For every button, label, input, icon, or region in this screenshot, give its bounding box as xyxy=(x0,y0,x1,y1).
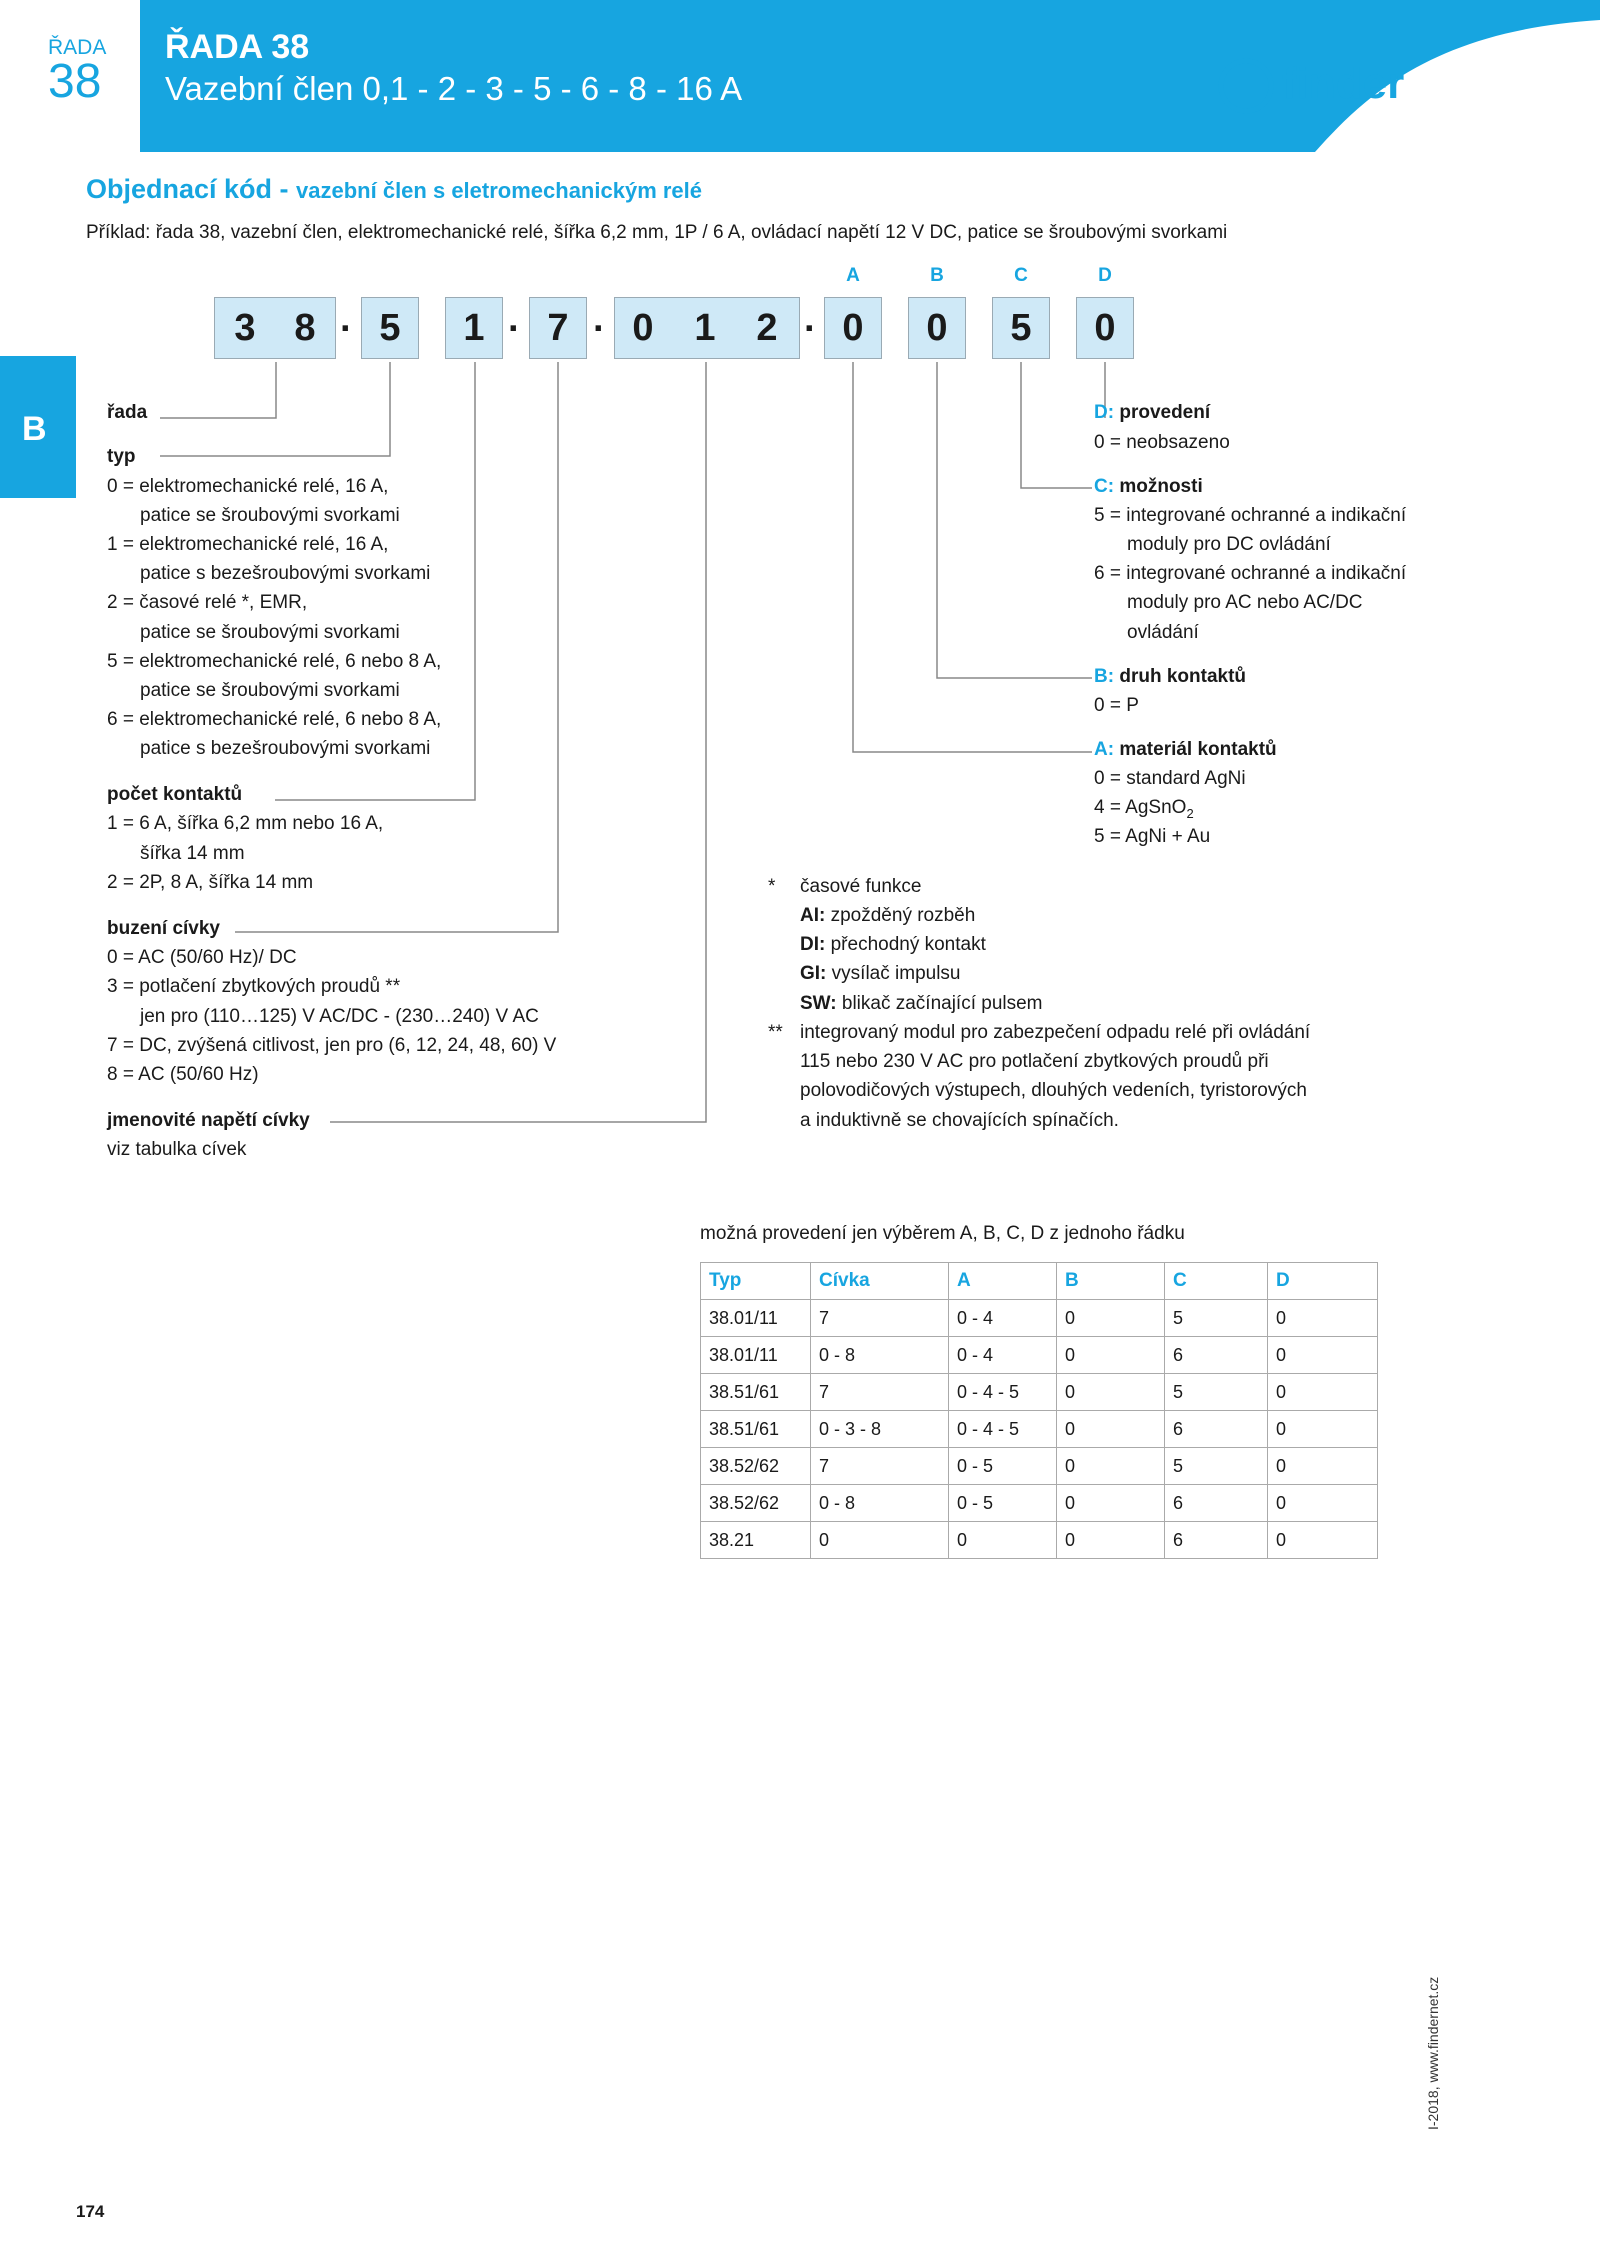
key-c: C: xyxy=(1094,476,1115,497)
table-cell: 38.21 xyxy=(701,1522,811,1559)
table-cell: 0 xyxy=(1268,1522,1378,1559)
note-dstar-line: integrovaný modul pro zabezpečení odpadu relé při ovládání xyxy=(800,1022,1311,1043)
code-digit: 3 xyxy=(234,307,256,349)
a-line-subscript: 2 xyxy=(1186,805,1194,821)
typ-line: 2 = časové relé *, EMR, xyxy=(107,592,308,613)
table-row xyxy=(701,1374,1378,1411)
label-rada: řada xyxy=(107,402,148,423)
table-cell: 0 - 4 xyxy=(949,1337,1057,1374)
typ-line: patice se šroubovými svorkami xyxy=(140,622,400,643)
buzeni-line: 7 = DC, zvýšená citlivost, jen pro (6, 12, 24, 48, 60) V xyxy=(107,1035,557,1056)
label-c-text: možnosti xyxy=(1114,476,1203,497)
code-letter-c: C xyxy=(1014,265,1028,286)
code-digit: 0 xyxy=(632,307,654,349)
c-line: moduly pro DC ovládání xyxy=(1127,534,1331,555)
label-typ: typ xyxy=(107,446,136,467)
label-a-text: materiál kontaktů xyxy=(1114,739,1277,760)
table-row xyxy=(701,1300,1378,1337)
buzeni-line: 0 = AC (50/60 Hz)/ DC xyxy=(107,947,297,968)
typ-line: patice s bezešroubovými svorkami xyxy=(140,563,431,584)
series-number: 38 xyxy=(48,55,102,108)
table-cell: 5 xyxy=(1165,1300,1268,1337)
function-line xyxy=(800,934,986,957)
code-letter-a: A xyxy=(846,265,860,286)
note-dstar-line: 115 nebo 230 V AC pro potlačení zbytkových proudů při xyxy=(800,1051,1269,1072)
table-header: B xyxy=(1057,1263,1165,1300)
table-cell: 0 xyxy=(1268,1300,1378,1337)
table-cell: 5 xyxy=(1165,1374,1268,1411)
typ-line: patice s bezešroubovými svorkami xyxy=(140,738,431,759)
table-cell: 7 xyxy=(811,1448,949,1485)
table-cell: 0 xyxy=(811,1522,949,1559)
table-cell: 0 xyxy=(1057,1448,1165,1485)
table-cell: 0 - 4 - 5 xyxy=(949,1374,1057,1411)
table-cell: 0 xyxy=(1057,1374,1165,1411)
function-line xyxy=(800,905,975,928)
label-b-text: druh kontaktů xyxy=(1114,666,1247,687)
table-cell: 38.51/61 xyxy=(701,1411,811,1448)
table-cell: 38.52/62 xyxy=(701,1485,811,1522)
footer-vertical-text: I-2018, www.findernet.cz xyxy=(1425,1976,1441,2130)
table-cell: 0 - 3 - 8 xyxy=(811,1411,949,1448)
table-cell: 0 - 5 xyxy=(949,1485,1057,1522)
note-dstar-marker: ** xyxy=(768,1022,783,1043)
code-digit: 2 xyxy=(756,307,778,349)
label-b xyxy=(1094,666,1246,689)
table-cell: 0 - 5 xyxy=(949,1448,1057,1485)
typ-line: 0 = elektromechanické relé, 16 A, xyxy=(107,476,389,497)
key-b: B: xyxy=(1094,666,1115,687)
a-line: 5 = AgNi + Au xyxy=(1094,826,1211,847)
table-cell: 38.52/62 xyxy=(701,1448,811,1485)
table-cell: 0 xyxy=(1268,1337,1378,1374)
table-cell: 0 - 4 xyxy=(949,1300,1057,1337)
napeti-line: viz tabulka cívek xyxy=(107,1139,247,1160)
pocet-line: 1 = 6 A, šířka 6,2 mm nebo 16 A, xyxy=(107,813,384,834)
example-text: Příklad: řada 38, vazební člen, elektromechanické relé, šířka 6,2 mm, 1P / 6 A, ovládací napětí 12 V DC, patice se šroubovými svorkami xyxy=(86,222,1228,243)
heading-sub: vazební člen s eletromechanickým relé xyxy=(296,178,703,203)
table-row xyxy=(701,1485,1378,1522)
d-line: 0 = neobsazeno xyxy=(1094,432,1230,453)
table-cell: 38.51/61 xyxy=(701,1374,811,1411)
code-separator: . xyxy=(804,298,815,340)
table-header: Typ xyxy=(701,1263,811,1300)
c-line: 6 = integrované ochranné a indikační xyxy=(1094,563,1407,584)
b-line: 0 = P xyxy=(1094,695,1139,716)
table-cell: 0 - 8 xyxy=(811,1337,949,1374)
function-key: AI: xyxy=(800,905,826,926)
code-digit: 7 xyxy=(547,307,569,349)
code-digit: 1 xyxy=(694,307,716,349)
typ-line: 1 = elektromechanické relé, 16 A, xyxy=(107,534,389,555)
table-cell: 0 xyxy=(1268,1485,1378,1522)
table-cell: 0 xyxy=(1057,1522,1165,1559)
label-pocet: počet kontaktů xyxy=(107,784,243,805)
variants-table xyxy=(700,1262,1378,1559)
label-napeti: jmenovité napětí cívky xyxy=(107,1110,310,1131)
table-cell: 0 xyxy=(1268,1374,1378,1411)
note-dstar-line: polovodičových výstupech, dlouhých vedeních, tyristorových xyxy=(800,1080,1307,1101)
typ-line: patice se šroubovými svorkami xyxy=(140,680,400,701)
code-separator: . xyxy=(508,298,519,340)
function-text: přechodný kontakt xyxy=(825,934,986,955)
a-line-text: 4 = AgSnO xyxy=(1094,797,1187,818)
code-separator: . xyxy=(593,298,604,340)
typ-line: 6 = elektromechanické relé, 6 nebo 8 A, xyxy=(107,709,442,730)
typ-line: patice se šroubovými svorkami xyxy=(140,505,400,526)
table-cell: 38.01/11 xyxy=(701,1337,811,1374)
page-subtitle: Vazební člen 0,1 - 2 - 3 - 5 - 6 - 8 - 16 A xyxy=(165,70,743,107)
table-cell: 5 xyxy=(1165,1448,1268,1485)
buzeni-line: 3 = potlačení zbytkových proudů ** xyxy=(107,976,401,997)
table-row xyxy=(701,1522,1378,1559)
code-letter-b: B xyxy=(930,265,944,286)
table-cell: 0 xyxy=(949,1522,1057,1559)
table-cell: 0 - 4 - 5 xyxy=(949,1411,1057,1448)
function-text: vysílač impulsu xyxy=(826,963,961,984)
a-line: 0 = standard AgNi xyxy=(1094,768,1246,789)
label-buzeni: buzení cívky xyxy=(107,918,220,939)
section-tab-letter: B xyxy=(22,410,47,448)
page-title: ŘADA 38 xyxy=(165,28,310,66)
c-line: 5 = integrované ochranné a indikační xyxy=(1094,505,1407,526)
code-separator: . xyxy=(340,298,351,340)
label-d-text: provedení xyxy=(1114,402,1211,423)
table-cell: 38.01/11 xyxy=(701,1300,811,1337)
label-a xyxy=(1094,739,1277,762)
table-cell: 6 xyxy=(1165,1337,1268,1374)
table-cell: 6 xyxy=(1165,1485,1268,1522)
table-header: C xyxy=(1165,1263,1268,1300)
function-key: SW: xyxy=(800,993,837,1014)
table-caption: možná provedení jen výběrem A, B, C, D z jednoho řádku xyxy=(700,1223,1185,1244)
table-header: Cívka xyxy=(811,1263,949,1300)
table-row xyxy=(701,1448,1378,1485)
note-dstar-line: a induktivně se chovajících spínačích. xyxy=(800,1110,1119,1131)
table-cell: 0 xyxy=(1057,1411,1165,1448)
code-digit: 8 xyxy=(294,307,316,349)
table-cell: 6 xyxy=(1165,1411,1268,1448)
table-cell: 6 xyxy=(1165,1522,1268,1559)
code-digit: 1 xyxy=(463,307,485,349)
function-line xyxy=(800,993,1043,1016)
table-cell: 0 - 8 xyxy=(811,1485,949,1522)
function-line xyxy=(800,963,961,986)
page-number: 174 xyxy=(76,2202,105,2221)
table-cell: 0 xyxy=(1268,1448,1378,1485)
table-cell: 0 xyxy=(1057,1485,1165,1522)
code-digit: 0 xyxy=(1094,307,1116,349)
table-cell: 7 xyxy=(811,1374,949,1411)
pocet-line: šířka 14 mm xyxy=(140,843,245,864)
label-d xyxy=(1094,402,1210,425)
function-key: GI: xyxy=(800,963,827,984)
table-row xyxy=(701,1411,1378,1448)
key-d: D: xyxy=(1094,402,1115,423)
a-line xyxy=(1094,797,1194,821)
code-digit: 0 xyxy=(926,307,948,349)
typ-line: 5 = elektromechanické relé, 6 nebo 8 A, xyxy=(107,651,442,672)
table-cell: 0 xyxy=(1057,1337,1165,1374)
function-text: zpožděný rozběh xyxy=(825,905,976,926)
code-digit: 5 xyxy=(1010,307,1032,349)
key-a: A: xyxy=(1094,739,1115,760)
table-row xyxy=(701,1337,1378,1374)
logo-text: finder xyxy=(1282,59,1405,108)
heading-main: Objednací kód - xyxy=(86,174,297,204)
label-c xyxy=(1094,476,1203,499)
function-text: blikač začínající pulsem xyxy=(836,993,1043,1014)
series-label: ŘADA xyxy=(48,36,107,59)
code-digit: 0 xyxy=(842,307,864,349)
c-line: ovládání xyxy=(1127,622,1199,643)
buzeni-line: 8 = AC (50/60 Hz) xyxy=(107,1064,259,1085)
code-letter-d: D xyxy=(1098,265,1112,286)
c-line: moduly pro AC nebo AC/DC xyxy=(1127,592,1363,613)
table-header: D xyxy=(1268,1263,1378,1300)
table-cell: 7 xyxy=(811,1300,949,1337)
table-header: A xyxy=(949,1263,1057,1300)
note-star-title: časové funkce xyxy=(800,876,922,897)
pocet-line: 2 = 2P, 8 A, šířka 14 mm xyxy=(107,872,314,893)
code-digit: 5 xyxy=(379,307,401,349)
function-key: DI: xyxy=(800,934,826,955)
note-star-marker: * xyxy=(768,876,776,897)
table-cell: 0 xyxy=(1057,1300,1165,1337)
buzeni-line: jen pro (110…125) V AC/DC - (230…240) V AC xyxy=(140,1006,539,1027)
table-header-row xyxy=(701,1263,1378,1300)
table-cell: 0 xyxy=(1268,1411,1378,1448)
